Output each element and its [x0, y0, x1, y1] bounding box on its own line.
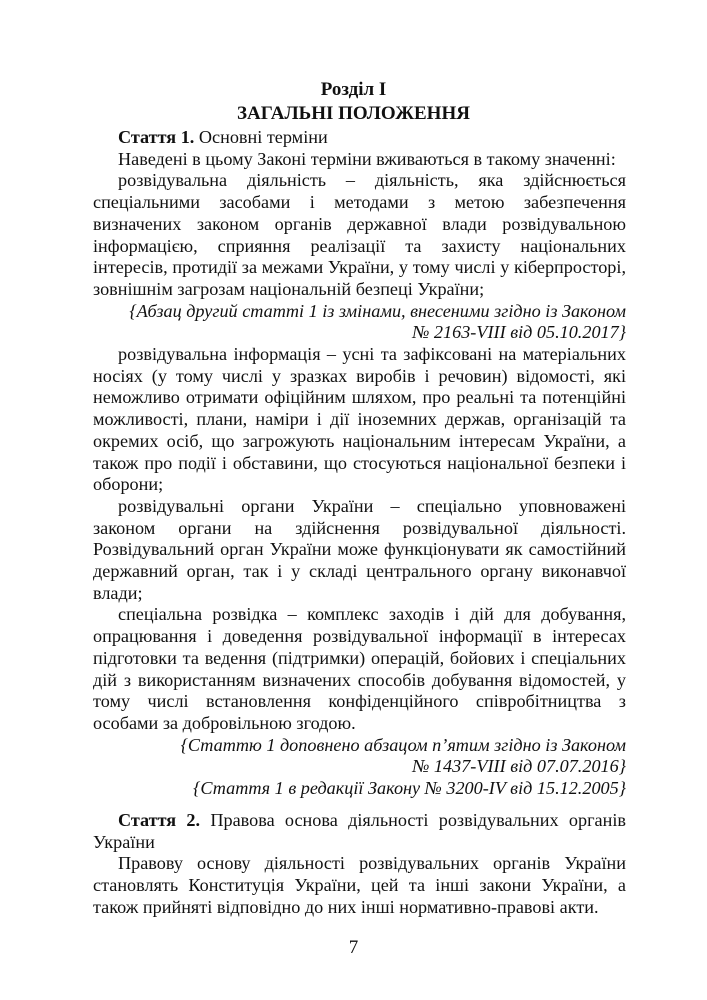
article-1-paragraph-4: спеціальна розвідка – комплекс заходів і дій для добування, опрацювання і доведення розвідувальної інформації в інтересах підготовки та ведення (підтримки) операцій, бойових і спеціальних дій з використанням визначених способів добування відомостей, у тому числі встановлення конфіденційного співробітництва з особами за добровільною згодою. [93, 604, 626, 733]
section-number: Розділ І [320, 79, 387, 100]
article-2-paragraph-1: Правову основу діяльності розвідувальних органів України становлять Конституція України, цей та інші закони України, а також прийняті відповідно до них інші нормативно-правові акти. [93, 853, 626, 917]
article-1-label: Стаття 1. [118, 127, 195, 147]
article-1-heading [93, 127, 626, 149]
note-2-line-1: {Статтю 1 доповнено абзацом п’ятим згідно із Законом [180, 734, 626, 755]
article-2-label: Стаття 2. [118, 809, 201, 830]
article-1-paragraph-1: розвідувальна діяльність – діяльність, яка здійснюється спеціальними засобами і методами з метою забезпечення визначених законом органів державної влади розвідувальною інформацією, сприяння реалізації та захисту національних інтересів, протидії за межами України, у тому числі у кіберпросторі, зовнішнім загрозам національній безпеці України; [93, 170, 626, 299]
article-2-title: Правова основа діяльності розвідувальних органів України [93, 809, 626, 852]
section-title: ЗАГАЛЬНІ ПОЛОЖЕННЯ [237, 103, 470, 124]
article-1-title: Основні терміни [194, 127, 328, 147]
document-body [93, 127, 626, 918]
note-2-line-2: № 1437-VIII від 07.07.2016} [412, 756, 626, 777]
article-1-amendment-note-2 [93, 735, 626, 778]
note-1-line-1: {Абзац другий статті 1 із змінами, внесеними згідно із Законом [129, 300, 626, 321]
article-1-amendment-note-1 [93, 301, 626, 344]
article-1-amendment-note-3: {Стаття 1 в редакції Закону № 3200-IV від 15.12.2005} [193, 778, 626, 799]
article-1-paragraph-3: розвідувальні органи України – спеціально уповноважені законом органи на здійснення розвідувальної діяльності. Розвідувальний орган України може функціонувати як самостійний державний орган, так і у складі центрального органу виконавчої влади; [93, 495, 626, 603]
section-heading [0, 78, 707, 126]
article-1-intro: Наведені в цьому Законі терміни вживаються в такому значенні: [118, 148, 616, 169]
page-number: 7 [348, 937, 359, 958]
article-1-paragraph-2: розвідувальна інформація – усні та зафіксовані на матеріальних носіях (у тому числі у зразках виробів і речовин) відомості, які неможливо отримати офіційним шляхом, про реальні та потенційні можливості, плани, наміри і дії іноземних держав, організацій та окремих осіб, що загрожують національним інтересам України, а також про події і обставини, що стосуються національної безпеки і оборони; [93, 344, 626, 495]
note-1-line-2: № 2163-VIII від 05.10.2017} [412, 322, 626, 343]
article-2-heading [93, 810, 626, 853]
